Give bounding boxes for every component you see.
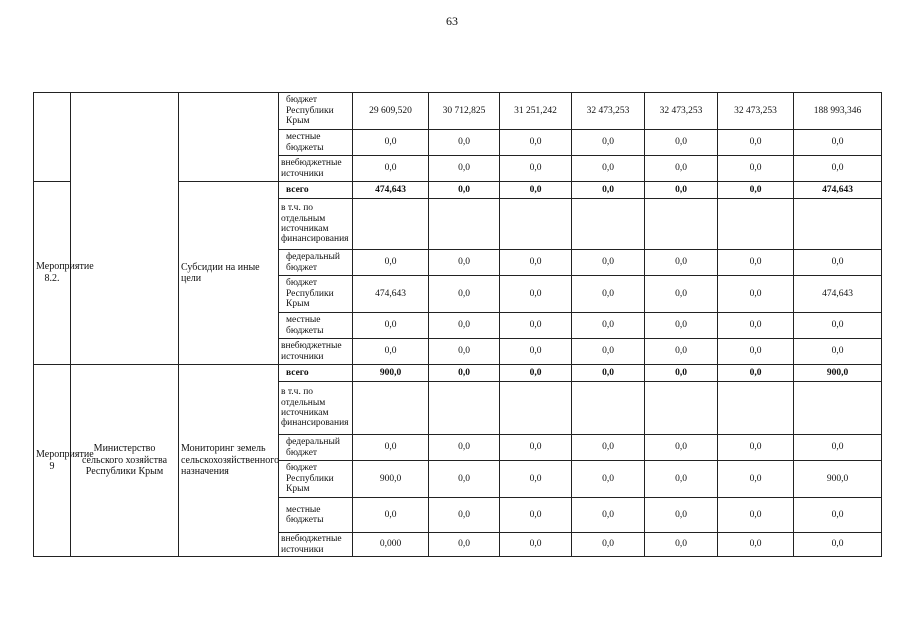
value-cell: 0,0 — [572, 435, 645, 461]
value-cell: 474,643 — [353, 276, 429, 313]
source-cell: местные бюджеты — [279, 130, 353, 156]
value-cell: 0,0 — [718, 182, 794, 199]
value-cell: 0,0 — [572, 276, 645, 313]
value-cell: 0,0 — [429, 498, 500, 533]
value-cell: 0,0 — [353, 250, 429, 276]
value-cell: 0,0 — [429, 435, 500, 461]
value-cell — [500, 199, 572, 250]
value-cell: 0,0 — [718, 461, 794, 498]
value-cell: 0,0 — [794, 130, 882, 156]
value-cell: 0,0 — [572, 533, 645, 557]
value-cell: 0,0 — [500, 365, 572, 382]
value-cell: 474,643 — [794, 182, 882, 199]
value-cell: 0,0 — [353, 130, 429, 156]
value-cell: 0,0 — [645, 156, 718, 182]
value-cell: 0,0 — [429, 130, 500, 156]
value-cell: 0,0 — [429, 276, 500, 313]
value-cell: 900,0 — [353, 461, 429, 498]
value-cell: 0,0 — [794, 313, 882, 339]
value-cell: 0,0 — [572, 461, 645, 498]
value-cell: 0,0 — [718, 130, 794, 156]
measure-label: Мероприятие 8.2. — [34, 182, 71, 365]
value-cell: 0,0 — [794, 498, 882, 533]
value-cell: 0,0 — [718, 276, 794, 313]
value-cell: 0,0 — [794, 435, 882, 461]
source-cell: всего — [279, 182, 353, 199]
measure-name: Мониторинг земель сельскохозяйственного назначения — [179, 365, 279, 557]
value-cell: 0,0 — [645, 533, 718, 557]
value-cell: 0,0 — [500, 182, 572, 199]
page-number: 63 — [446, 14, 458, 28]
value-cell: 0,0 — [645, 276, 718, 313]
value-cell: 0,0 — [353, 339, 429, 365]
value-cell: 900,0 — [794, 365, 882, 382]
executor-cell-continued — [71, 93, 179, 365]
value-cell: 0,0 — [353, 313, 429, 339]
source-cell: бюджет Республики Крым — [279, 461, 353, 498]
value-cell: 0,0 — [794, 156, 882, 182]
value-cell: 0,0 — [572, 313, 645, 339]
value-cell: 0,0 — [718, 313, 794, 339]
source-cell: бюджет Республики Крым — [279, 276, 353, 313]
value-cell: 0,0 — [718, 339, 794, 365]
table-row — [34, 93, 882, 130]
value-cell: 0,0 — [500, 339, 572, 365]
value-cell: 32 473,253 — [572, 93, 645, 130]
value-cell: 0,0 — [429, 339, 500, 365]
value-cell: 0,0 — [500, 156, 572, 182]
value-cell: 0,0 — [429, 533, 500, 557]
value-cell: 0,0 — [718, 365, 794, 382]
value-cell: 0,0 — [645, 130, 718, 156]
value-cell — [500, 382, 572, 435]
value-cell — [718, 199, 794, 250]
value-cell: 0,0 — [572, 498, 645, 533]
value-cell: 0,0 — [645, 182, 718, 199]
value-cell: 0,0 — [718, 498, 794, 533]
measure-cell-continued — [34, 93, 71, 182]
value-cell: 0,000 — [353, 533, 429, 557]
value-cell: 0,0 — [500, 313, 572, 339]
source-cell: внебюджетные источники — [279, 156, 353, 182]
value-cell: 0,0 — [500, 435, 572, 461]
value-cell: 29 609,520 — [353, 93, 429, 130]
source-cell: всего — [279, 365, 353, 382]
value-cell — [645, 199, 718, 250]
value-cell: 32 473,253 — [645, 93, 718, 130]
value-cell: 0,0 — [794, 533, 882, 557]
source-cell: в т.ч. по отдельным источникам финансирования — [279, 382, 353, 435]
value-cell: 0,0 — [429, 182, 500, 199]
name-cell-continued — [179, 93, 279, 182]
value-cell: 0,0 — [500, 533, 572, 557]
financing-table — [33, 92, 882, 557]
source-cell: местные бюджеты — [279, 498, 353, 533]
value-cell: 32 473,253 — [718, 93, 794, 130]
value-cell: 0,0 — [572, 339, 645, 365]
value-cell: 0,0 — [429, 156, 500, 182]
source-cell: местные бюджеты — [279, 313, 353, 339]
value-cell: 0,0 — [718, 250, 794, 276]
value-cell: 0,0 — [572, 156, 645, 182]
value-cell: 0,0 — [645, 498, 718, 533]
value-cell: 900,0 — [794, 461, 882, 498]
value-cell: 0,0 — [572, 130, 645, 156]
table-row — [34, 365, 882, 382]
value-cell: 0,0 — [500, 498, 572, 533]
value-cell — [429, 382, 500, 435]
value-cell: 0,0 — [353, 435, 429, 461]
source-cell: в т.ч. по отдельным источникам финансирования — [279, 199, 353, 250]
value-cell — [353, 382, 429, 435]
value-cell: 0,0 — [794, 339, 882, 365]
value-cell — [572, 199, 645, 250]
value-cell — [794, 382, 882, 435]
value-cell: 188 993,346 — [794, 93, 882, 130]
value-cell — [353, 199, 429, 250]
measure-executor: Министерство сельского хозяйства Республики Крым — [71, 365, 179, 557]
value-cell: 0,0 — [572, 182, 645, 199]
value-cell: 0,0 — [718, 156, 794, 182]
value-cell: 0,0 — [645, 435, 718, 461]
value-cell: 474,643 — [353, 182, 429, 199]
value-cell: 31 251,242 — [500, 93, 572, 130]
value-cell: 0,0 — [429, 313, 500, 339]
value-cell: 0,0 — [572, 365, 645, 382]
value-cell: 0,0 — [429, 461, 500, 498]
value-cell — [429, 199, 500, 250]
measure-name: Субсидии на иные цели — [179, 182, 279, 365]
source-cell: внебюджетные источники — [279, 339, 353, 365]
value-cell: 0,0 — [500, 130, 572, 156]
source-cell: бюджет Республики Крым — [279, 93, 353, 130]
value-cell: 0,0 — [645, 313, 718, 339]
value-cell: 0,0 — [500, 276, 572, 313]
value-cell: 474,643 — [794, 276, 882, 313]
value-cell: 0,0 — [353, 498, 429, 533]
value-cell: 0,0 — [645, 339, 718, 365]
value-cell: 0,0 — [645, 365, 718, 382]
value-cell: 0,0 — [429, 250, 500, 276]
source-cell: федеральный бюджет — [279, 250, 353, 276]
value-cell: 0,0 — [645, 461, 718, 498]
source-cell: внебюджетные источники — [279, 533, 353, 557]
value-cell: 30 712,825 — [429, 93, 500, 130]
value-cell: 0,0 — [500, 461, 572, 498]
value-cell: 0,0 — [718, 435, 794, 461]
value-cell: 0,0 — [353, 156, 429, 182]
value-cell — [794, 199, 882, 250]
value-cell — [645, 382, 718, 435]
value-cell: 0,0 — [429, 365, 500, 382]
value-cell: 0,0 — [645, 250, 718, 276]
value-cell: 0,0 — [718, 533, 794, 557]
value-cell: 0,0 — [572, 250, 645, 276]
source-cell: федеральный бюджет — [279, 435, 353, 461]
measure-label: Мероприятие 9 — [34, 365, 71, 557]
value-cell: 0,0 — [500, 250, 572, 276]
value-cell — [718, 382, 794, 435]
value-cell: 0,0 — [794, 250, 882, 276]
value-cell: 900,0 — [353, 365, 429, 382]
value-cell — [572, 382, 645, 435]
